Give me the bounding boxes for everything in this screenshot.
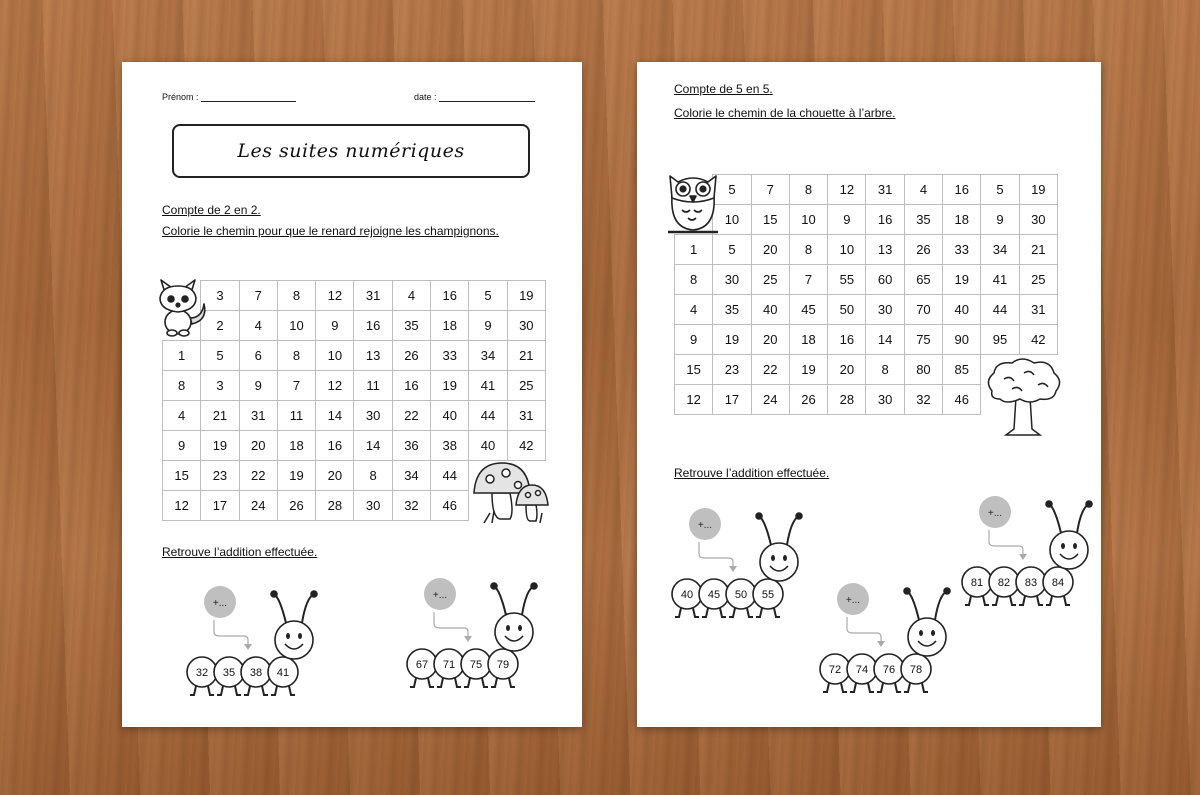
grid-cell[interactable]: 5: [981, 175, 1019, 205]
grid-cell[interactable]: 8: [277, 341, 315, 371]
grid-cell[interactable]: 22: [392, 401, 430, 431]
grid-cell[interactable]: 41: [469, 371, 507, 401]
grid-cell[interactable]: 19: [943, 265, 981, 295]
grid-cell[interactable]: 16: [431, 281, 469, 311]
grid-cell[interactable]: 65: [904, 265, 942, 295]
caterpillar-head: [1050, 531, 1088, 569]
grid-cell[interactable]: 28: [316, 491, 354, 521]
grid-row: [163, 281, 546, 311]
grid-cell[interactable]: 21: [201, 401, 239, 431]
caterpillar-icon: [667, 502, 812, 627]
grid-cell[interactable]: 32: [904, 385, 942, 415]
segment-number[interactable]: 55: [761, 589, 775, 601]
caterpillar-head: [908, 618, 946, 656]
grid-cell[interactable]: 16: [866, 205, 904, 235]
grid-cell[interactable]: 13: [866, 235, 904, 265]
grid-cell[interactable]: 28: [828, 385, 866, 415]
grid-cell[interactable]: 19: [713, 325, 751, 355]
grid-cell[interactable]: 34: [392, 461, 430, 491]
caterpillar-icon: [182, 580, 327, 705]
grid-cell[interactable]: 44: [981, 295, 1019, 325]
grid-cell[interactable]: 35: [904, 205, 942, 235]
caterpillar-head: [275, 621, 313, 659]
fox-icon: [152, 274, 210, 338]
prenom-blank-line: [201, 93, 296, 102]
grid-cell[interactable]: 14: [866, 325, 904, 355]
grid-cell[interactable]: 26: [904, 235, 942, 265]
segment-number[interactable]: 76: [882, 664, 896, 676]
grid-cell[interactable]: 30: [866, 295, 904, 325]
grid-cell[interactable]: 10: [316, 341, 354, 371]
grid-cell[interactable]: 7: [751, 175, 789, 205]
grid-cell[interactable]: 9: [828, 205, 866, 235]
grid-cell[interactable]: 8: [277, 281, 315, 311]
grid-cell[interactable]: 23: [201, 461, 239, 491]
date-field[interactable]: [414, 92, 535, 102]
grid-cell[interactable]: 9: [469, 311, 507, 341]
grid-cell[interactable]: 4: [392, 281, 430, 311]
grid-cell[interactable]: 8: [163, 371, 201, 401]
grid-cell[interactable]: 33: [431, 341, 469, 371]
grid-cell[interactable]: 10: [828, 235, 866, 265]
hint-text: +...: [987, 508, 1003, 519]
grid-cell[interactable]: 8: [354, 461, 392, 491]
grid-cell[interactable]: 19: [789, 355, 827, 385]
owl-icon: [664, 166, 722, 236]
grid-cell[interactable]: 7: [239, 281, 277, 311]
grid-cell[interactable]: 24: [751, 385, 789, 415]
grid-cell[interactable]: 5: [469, 281, 507, 311]
grid-cell[interactable]: 20: [316, 461, 354, 491]
instruction-owl-path: Colorie le chemin de la chouette à l’arbre.: [674, 106, 896, 120]
grid-cell[interactable]: 18: [431, 311, 469, 341]
grid-cell[interactable]: 16: [828, 325, 866, 355]
segment-number[interactable]: 35: [222, 667, 236, 679]
grid-row: [163, 311, 546, 341]
grid-cell[interactable]: 24: [239, 491, 277, 521]
grid-cell[interactable]: 11: [354, 371, 392, 401]
instruction-count-by-5: Compte de 5 en 5.: [674, 82, 773, 96]
grid-cell[interactable]: 18: [943, 205, 981, 235]
grid-cell[interactable]: 30: [866, 385, 904, 415]
grid-cell[interactable]: 42: [1019, 325, 1057, 355]
grid-cell[interactable]: 17: [201, 491, 239, 521]
segment-number[interactable]: 38: [249, 667, 263, 679]
grid-cell[interactable]: 10: [713, 205, 751, 235]
segment-number[interactable]: 40: [680, 589, 694, 601]
grid-cell[interactable]: 31: [239, 401, 277, 431]
segment-number[interactable]: 79: [496, 659, 510, 671]
segment-number[interactable]: 82: [997, 577, 1011, 589]
grid-cell[interactable]: 15: [675, 355, 713, 385]
grid-cell[interactable]: 50: [828, 295, 866, 325]
grid-cell[interactable]: 23: [713, 355, 751, 385]
grid-cell[interactable]: 17: [713, 385, 751, 415]
grid-cell[interactable]: 12: [316, 371, 354, 401]
grid-row: [675, 325, 1058, 355]
grid-cell[interactable]: 38: [431, 431, 469, 461]
grid-cell[interactable]: 31: [354, 281, 392, 311]
grid-row: [675, 205, 1058, 235]
grid-cell[interactable]: 12: [163, 491, 201, 521]
grid-cell[interactable]: 32: [392, 491, 430, 521]
grid-cell[interactable]: 30: [507, 311, 545, 341]
grid-cell[interactable]: 25: [507, 371, 545, 401]
title-box: [172, 124, 530, 178]
segment-number[interactable]: 72: [828, 664, 842, 676]
grid-row: [675, 235, 1058, 265]
grid-cell[interactable]: 40: [751, 295, 789, 325]
grid-cell[interactable]: 46: [943, 385, 981, 415]
grid-cell[interactable]: 40: [943, 295, 981, 325]
grid-cell[interactable]: 31: [507, 401, 545, 431]
hint-text: +...: [845, 595, 861, 606]
grid-cell[interactable]: 5: [201, 341, 239, 371]
grid-cell[interactable]: 1: [675, 235, 713, 265]
caterpillar-head: [760, 543, 798, 581]
grid-cell[interactable]: 35: [392, 311, 430, 341]
grid-cell[interactable]: 30: [713, 265, 751, 295]
prenom-label: Prénom :: [162, 92, 199, 102]
grid-cell[interactable]: 20: [751, 325, 789, 355]
grid-cell[interactable]: 1: [163, 341, 201, 371]
grid-cell[interactable]: 25: [751, 265, 789, 295]
grid-cell[interactable]: 42: [507, 431, 545, 461]
caterpillar-icon: [815, 577, 960, 702]
grid-cell[interactable]: 20: [239, 431, 277, 461]
grid-cell[interactable]: 11: [277, 401, 315, 431]
grid-cell[interactable]: 10: [789, 205, 827, 235]
grid-cell[interactable]: 31: [1019, 295, 1057, 325]
segment-number[interactable]: 71: [442, 659, 456, 671]
grid-row: [675, 295, 1058, 325]
grid-cell[interactable]: 8: [866, 355, 904, 385]
grid-cell[interactable]: 7: [789, 265, 827, 295]
grid-cell[interactable]: 12: [675, 385, 713, 415]
grid-cell[interactable]: 60: [866, 265, 904, 295]
grid-cell[interactable]: 9: [239, 371, 277, 401]
date-label: date :: [414, 92, 437, 102]
grid-cell[interactable]: 19: [431, 371, 469, 401]
segment-number[interactable]: 32: [195, 667, 209, 679]
grid-cell[interactable]: 31: [866, 175, 904, 205]
grid-cell[interactable]: 4: [675, 295, 713, 325]
grid-cell[interactable]: 70: [904, 295, 942, 325]
grid-cell[interactable]: 30: [1019, 205, 1057, 235]
grid-cell[interactable]: 19: [1019, 175, 1057, 205]
hint-text: +...: [212, 598, 228, 609]
grid-cell[interactable]: 4: [239, 311, 277, 341]
grid-cell[interactable]: 16: [943, 175, 981, 205]
grid-cell[interactable]: 26: [392, 341, 430, 371]
grid-cell[interactable]: 44: [431, 461, 469, 491]
grid-cell[interactable]: 6: [239, 341, 277, 371]
grid-cell[interactable]: 36: [392, 431, 430, 461]
caterpillar-icon: [957, 490, 1102, 615]
grid-cell[interactable]: 2: [201, 311, 239, 341]
grid-row: [675, 265, 1058, 295]
grid-cell[interactable]: 95: [981, 325, 1019, 355]
grid-cell[interactable]: 4: [163, 401, 201, 431]
grid-cell[interactable]: 5: [713, 235, 751, 265]
grid-cell[interactable]: 7: [277, 371, 315, 401]
grid-row: [163, 341, 546, 371]
segment-number[interactable]: 41: [276, 667, 290, 679]
grid-cell[interactable]: 26: [277, 491, 315, 521]
tree-icon: [982, 357, 1064, 439]
hint-text: +...: [697, 520, 713, 531]
grid-cell[interactable]: 19: [277, 461, 315, 491]
segment-number[interactable]: 67: [415, 659, 429, 671]
grid-cell[interactable]: 9: [316, 311, 354, 341]
grid-cell[interactable]: 33: [943, 235, 981, 265]
grid-row: [675, 175, 1058, 205]
grid-cell[interactable]: 44: [469, 401, 507, 431]
segment-number[interactable]: 45: [707, 589, 721, 601]
grid-cell[interactable]: 19: [201, 431, 239, 461]
grid-cell[interactable]: 12: [828, 175, 866, 205]
grid-cell[interactable]: 18: [277, 431, 315, 461]
grid-cell[interactable]: 22: [239, 461, 277, 491]
grid-cell[interactable]: 10: [277, 311, 315, 341]
grid-cell[interactable]: 8: [789, 175, 827, 205]
grid-cell[interactable]: 30: [354, 491, 392, 521]
grid-cell[interactable]: 30: [354, 401, 392, 431]
caterpillar-icon: [402, 572, 547, 697]
segment-number[interactable]: 81: [970, 577, 984, 589]
grid-cell[interactable]: 3: [201, 371, 239, 401]
grid-cell[interactable]: 13: [354, 341, 392, 371]
grid-cell[interactable]: 75: [904, 325, 942, 355]
grid-cell[interactable]: 46: [431, 491, 469, 521]
grid-cell[interactable]: 9: [163, 431, 201, 461]
grid-cell[interactable]: 26: [789, 385, 827, 415]
grid-cell[interactable]: 16: [354, 311, 392, 341]
grid-cell[interactable]: 40: [431, 401, 469, 431]
grid-cell[interactable]: 8: [675, 265, 713, 295]
segment-number[interactable]: 75: [469, 659, 483, 671]
mushroom-icon: [470, 457, 550, 527]
grid-cell[interactable]: 85: [943, 355, 981, 385]
hint-text: +...: [432, 590, 448, 601]
segment-number[interactable]: 83: [1024, 577, 1038, 589]
grid-row: [163, 371, 546, 401]
grid-cell[interactable]: 3: [201, 281, 239, 311]
addition-title-2: Retrouve l’addition effectuée.: [674, 466, 830, 480]
grid-cell[interactable]: 20: [751, 235, 789, 265]
grid-cell[interactable]: 41: [981, 265, 1019, 295]
grid-cell[interactable]: 20: [828, 355, 866, 385]
grid-cell[interactable]: 9: [675, 325, 713, 355]
grid-cell[interactable]: 12: [316, 281, 354, 311]
worksheet-page-2: [637, 62, 1101, 727]
segment-number[interactable]: 50: [734, 589, 748, 601]
grid-cell[interactable]: 21: [1019, 235, 1057, 265]
grid-cell[interactable]: 90: [943, 325, 981, 355]
grid-cell[interactable]: 22: [751, 355, 789, 385]
grid-cell[interactable]: 4: [904, 175, 942, 205]
grid-row: [163, 431, 546, 461]
grid-cell[interactable]: 40: [469, 431, 507, 461]
instruction-color-path: Colorie le chemin pour que le renard rejoigne les champignons.: [162, 224, 499, 238]
addition-title: Retrouve l’addition effectuée.: [162, 545, 318, 559]
grid-cell[interactable]: 8: [789, 235, 827, 265]
grid-cell[interactable]: 18: [789, 325, 827, 355]
date-blank-line: [439, 93, 535, 102]
grid-cell[interactable]: 19: [507, 281, 545, 311]
page-title: Les suites numériques: [237, 140, 465, 162]
grid-cell[interactable]: 16: [316, 431, 354, 461]
grid-cell[interactable]: 35: [713, 295, 751, 325]
grid-cell[interactable]: 21: [507, 341, 545, 371]
grid-cell[interactable]: 15: [163, 461, 201, 491]
grid-cell[interactable]: 9: [981, 205, 1019, 235]
grid-cell[interactable]: 14: [316, 401, 354, 431]
grid-cell[interactable]: 34: [469, 341, 507, 371]
grid-cell[interactable]: 25: [1019, 265, 1057, 295]
grid-cell[interactable]: 34: [981, 235, 1019, 265]
grid-row: [163, 401, 546, 431]
segment-number[interactable]: 74: [855, 664, 869, 676]
grid-cell[interactable]: 15: [751, 205, 789, 235]
worksheet-page-1: [122, 62, 582, 727]
instruction-count-by-2: Compte de 2 en 2.: [162, 203, 261, 217]
segment-number[interactable]: 84: [1051, 577, 1065, 589]
grid-cell[interactable]: 55: [828, 265, 866, 295]
prenom-field[interactable]: [162, 92, 296, 102]
caterpillar-head: [495, 613, 533, 651]
grid-cell[interactable]: 5: [713, 175, 751, 205]
grid-cell[interactable]: 80: [904, 355, 942, 385]
segment-number[interactable]: 78: [909, 664, 923, 676]
grid-cell[interactable]: 16: [392, 371, 430, 401]
grid-cell[interactable]: 45: [789, 295, 827, 325]
grid-cell[interactable]: 14: [354, 431, 392, 461]
